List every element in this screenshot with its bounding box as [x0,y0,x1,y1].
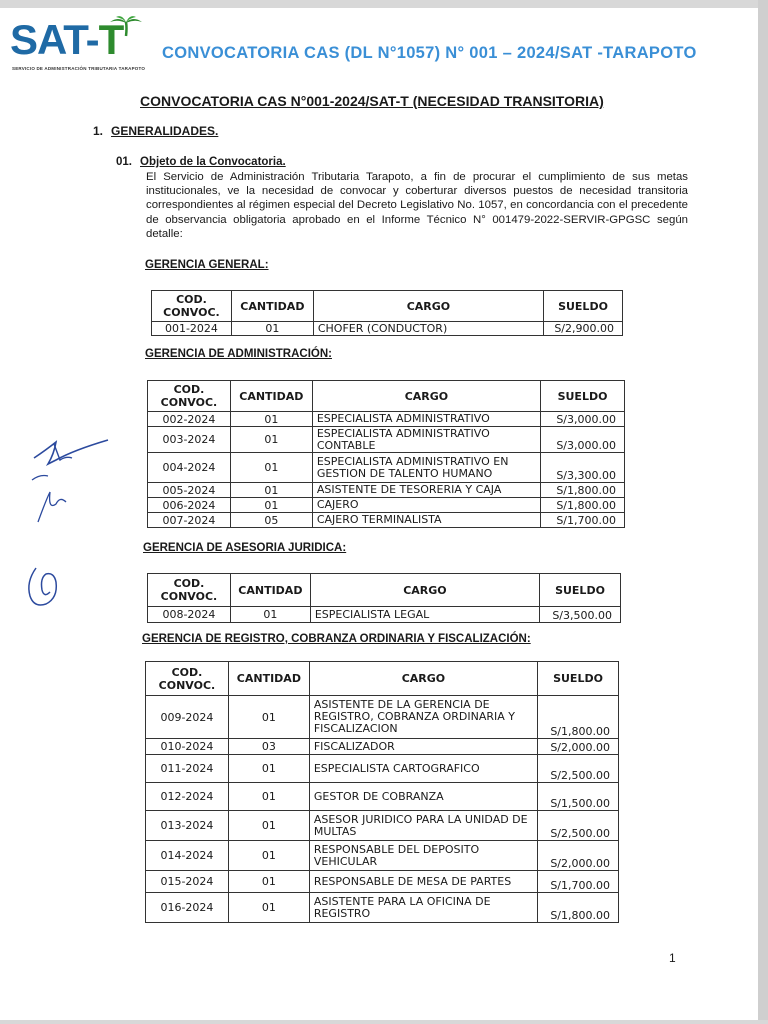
cantidad-cell: 01 [228,783,309,811]
sueldo-cell: S/1,800.00 [541,498,625,513]
cantidad-cell: 01 [230,453,312,483]
logo-wordmark: SAT-T [10,16,124,63]
col-header-cargo: CARGO [310,574,539,607]
table-row [148,412,625,427]
cargo-cell: FISCALIZADOR [309,739,537,755]
sat-logo [10,16,144,76]
cargo-cell: CAJERO TERMINALISTA [312,513,540,528]
sueldo-cell: S/3,500.00 [540,607,621,623]
cargo-cell: ESPECIALISTA CARTOGRAFICO [309,755,537,783]
table-row [146,755,619,783]
jobs-table-gerencia-administracion [147,380,625,528]
cargo-cell: ASISTENTE DE LA GERENCIA DE REGISTRO, COBRANZA ORDINARIA Y FISCALIZACION [309,696,537,739]
col-header-cargo: CARGO [309,662,537,696]
cod-cell: 015-2024 [146,871,229,893]
sueldo-cell: S/1,700.00 [541,513,625,528]
col-header-sueldo: SUELDO [544,291,623,322]
logo-subtitle: SERVICIO DE ADMINISTRACIÓN TRIBUTARIA TARAPOTO [12,66,146,71]
table-row [146,696,619,739]
jobs-table-gerencia-asesoria-juridica [147,573,621,623]
page-number: 1 [669,951,676,965]
cantidad-cell: 03 [228,739,309,755]
group-title-gerencia-asesoria-juridica: GERENCIA DE ASESORIA JURIDICA: [143,542,347,554]
cod-cell: 005-2024 [148,483,231,498]
sueldo-cell: S/3,000.00 [541,427,625,453]
col-header-sueldo: SUELDO [541,381,625,412]
col-header-cod: COD. CONVOC. [148,574,231,607]
sueldo-cell: S/1,800.00 [541,483,625,498]
col-header-cantidad: CANTIDAD [230,381,312,412]
cod-cell: 007-2024 [148,513,231,528]
col-header-sueldo: SUELDO [538,662,619,696]
sueldo-cell: S/3,300.00 [541,453,625,483]
col-header-cantidad: CANTIDAD [228,662,309,696]
col-header-cod: COD. CONVOC. [146,662,229,696]
table-header-row [148,381,625,412]
intro-paragraph: El Servicio de Administración Tributaria Tarapoto, a fin de procurar el cumplimiento de sus metas institucionales, ve la necesidad de convocar y coberturar diversos puestos de necesidad transitoria correspondientes al régimen especial del Decreto Legislativo No. 1057, en concordancia con el precedente de observancia obligatoria aprobado en el Informe Técnico N° 001479-2022-SERVIR-GPGSC según detalle: [146,171,688,240]
group-title-gerencia-administracion: GERENCIA DE ADMINISTRACIÓN: [145,348,332,360]
table-row [148,483,625,498]
group-title-gerencia-general: GERENCIA GENERAL: [145,259,269,271]
page-edge-right [758,0,768,1024]
col-header-cargo: CARGO [312,381,540,412]
cantidad-cell: 01 [230,427,312,453]
header-title: CONVOCATORIA CAS (DL N°1057) N° 001 – 2024/SAT -TARAPOTO [162,44,697,62]
document-header [10,16,750,78]
cargo-cell: ESPECIALISTA ADMINISTRATIVO EN GESTION DE TALENTO HUMANO [312,453,540,483]
page-edge-top [0,0,768,8]
sueldo-cell: S/1,700.00 [538,871,619,893]
table-row [146,811,619,841]
sueldo-cell: S/1,800.00 [538,893,619,923]
table-row [146,841,619,871]
group-title-gerencia-registro: GERENCIA DE REGISTRO, COBRANZA ORDINARIA Y FISCALIZACIÓN: [142,633,531,645]
subsection-heading: 01. Objeto de la Convocatoria. [116,156,286,168]
cod-cell: 006-2024 [148,498,231,513]
table-header-row [148,574,621,607]
cod-cell: 012-2024 [146,783,229,811]
cantidad-cell: 01 [230,607,310,623]
sueldo-cell: S/3,000.00 [541,412,625,427]
table-row [146,893,619,923]
col-header-cargo: CARGO [313,291,543,322]
cargo-cell: ESPECIALISTA ADMINISTRATIVO CONTABLE [312,427,540,453]
cod-cell: 008-2024 [148,607,231,623]
cargo-cell: ASESOR JURIDICO PARA LA UNIDAD DE MULTAS [309,811,537,841]
col-header-sueldo: SUELDO [540,574,621,607]
table-row [146,783,619,811]
table-row [146,739,619,755]
cantidad-cell: 01 [228,755,309,783]
handwritten-signature [26,430,116,530]
cantidad-cell: 01 [231,322,313,336]
cod-cell: 013-2024 [146,811,229,841]
cantidad-cell: 01 [228,841,309,871]
cargo-cell: GESTOR DE COBRANZA [309,783,537,811]
cargo-cell: ESPECIALISTA LEGAL [310,607,539,623]
cantidad-cell: 01 [228,811,309,841]
cod-cell: 003-2024 [148,427,231,453]
table-row [148,427,625,453]
cargo-cell: RESPONSABLE DE MESA DE PARTES [309,871,537,893]
cargo-cell: CHOFER (CONDUCTOR) [313,322,543,336]
section-heading: 1. GENERALIDADES. [93,124,219,138]
palm-tree-icon [108,16,144,38]
cod-cell: 011-2024 [146,755,229,783]
cod-cell: 004-2024 [148,453,231,483]
sueldo-cell: S/1,800.00 [538,696,619,739]
cargo-cell: ESPECIALISTA ADMINISTRATIVO [312,412,540,427]
table-row [152,322,623,336]
sueldo-cell: S/1,500.00 [538,783,619,811]
col-header-cantidad: CANTIDAD [230,574,310,607]
cod-cell: 016-2024 [146,893,229,923]
cod-cell: 001-2024 [152,322,232,336]
sueldo-cell: S/2,000.00 [538,841,619,871]
cargo-cell: ASISTENTE PARA LA OFICINA DE REGISTRO [309,893,537,923]
sueldo-cell: S/2,900.00 [544,322,623,336]
jobs-table-gerencia-registro [145,661,619,923]
table-row [148,513,625,528]
cantidad-cell: 05 [230,513,312,528]
table-row [148,498,625,513]
col-header-cantidad: CANTIDAD [231,291,313,322]
table-header-row [146,662,619,696]
cargo-cell: RESPONSABLE DEL DEPOSITO VEHICULAR [309,841,537,871]
cargo-cell: CAJERO [312,498,540,513]
table-row [148,453,625,483]
initials-signature [24,560,70,616]
table-row [148,607,621,623]
sueldo-cell: S/2,500.00 [538,755,619,783]
cod-cell: 009-2024 [146,696,229,739]
page-edge-bottom [0,1020,768,1024]
cantidad-cell: 01 [230,412,312,427]
cantidad-cell: 01 [228,871,309,893]
col-header-cod: COD. CONVOC. [152,291,232,322]
sueldo-cell: S/2,500.00 [538,811,619,841]
cantidad-cell: 01 [228,696,309,739]
cod-cell: 014-2024 [146,841,229,871]
cod-cell: 002-2024 [148,412,231,427]
table-row [146,871,619,893]
cargo-cell: ASISTENTE DE TESORERIA Y CAJA [312,483,540,498]
sueldo-cell: S/2,000.00 [538,739,619,755]
cantidad-cell: 01 [230,483,312,498]
cod-cell: 010-2024 [146,739,229,755]
col-header-cod: COD. CONVOC. [148,381,231,412]
document-title: CONVOCATORIA CAS N°001-2024/SAT-T (NECESIDAD TRANSITORIA) [140,93,604,109]
table-header-row [152,291,623,322]
cantidad-cell: 01 [228,893,309,923]
cantidad-cell: 01 [230,498,312,513]
jobs-table-gerencia-general [151,290,623,336]
